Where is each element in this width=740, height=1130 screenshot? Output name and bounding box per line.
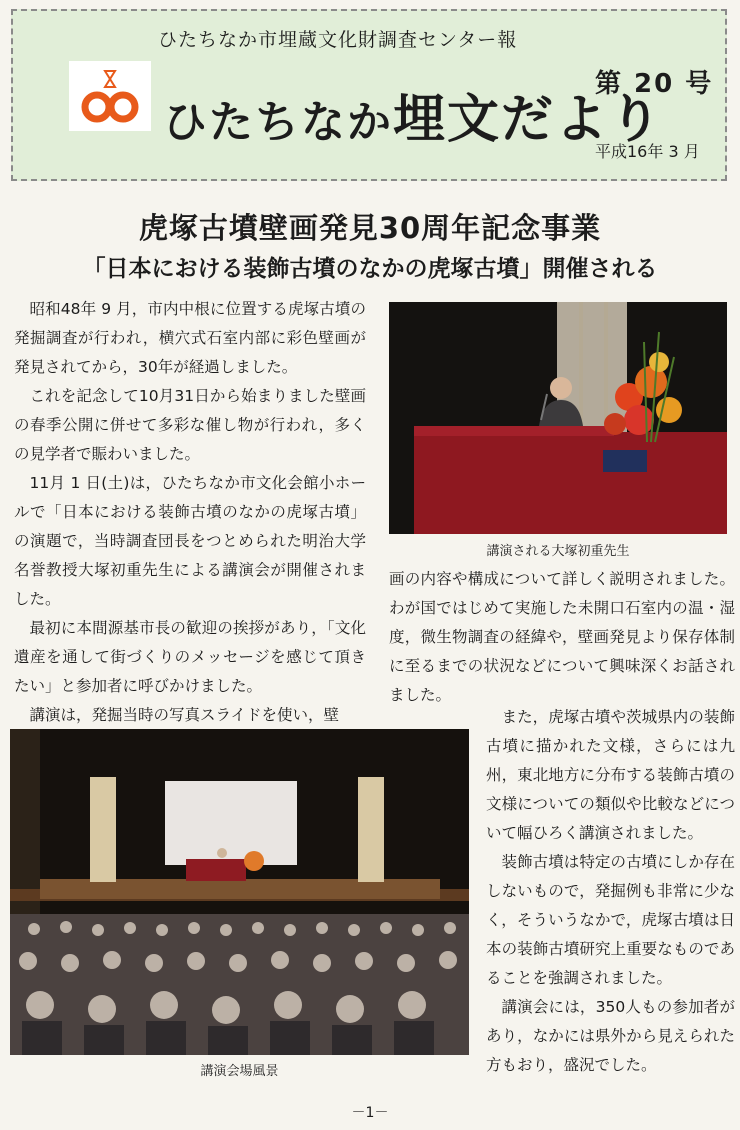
paragraph: 11月 1 日(土)は，ひたちなか市文化会館小ホールで「日本における装飾古墳のなかの虎塚古墳」の演題で，当時調査団長をつとめられた明治大学名誉教授大塚初重先生による講演会が開催されました。 [14,474,366,608]
masthead-subtitle: ひたちなか市埋蔵文化財調査センター報 [158,29,518,51]
logo-icon [69,61,151,131]
article-column-lower [486,703,735,1080]
paragraph: 講演会には，350人もの参加者があり，なかには県外から見えられた方もおり，盛況でした。 [486,998,735,1074]
title-prefix: ひたちなか [163,97,393,148]
paragraph: 講演は，発掘当時の写真スライドを使い，壁 [29,706,340,724]
photo-lecturer [389,302,727,534]
photo-venue [10,729,469,1055]
masthead [11,9,727,181]
logo [69,61,151,131]
paragraph: また，虎塚古墳や茨城県内の装飾古墳に描かれた文様，さらには九州，東北地方に分布する装飾古墳の文様についての類似や比較などについて幅ひろく講演されました。 [486,708,735,842]
masthead-title [163,77,663,152]
article-headline: 虎塚古墳壁画発見30周年記念事業 [138,211,602,245]
paragraph: 最初に本間源基市長の歓迎の挨拶があり，「文化遺産を通して街づくりのメッセージを感じて頂きたい」と参加者に呼びかけました。 [14,619,366,695]
page-number: －1－ [351,1105,389,1121]
article-column-right [389,565,735,710]
paragraph: 画の内容や構成について詳しく説明されました。わが国ではじめて実施した未開口石室内の温・湿度，微生物調査の経緯や，壁画発見より保存体制に至るまでの状況などについて興味深くお話されました。 [389,570,735,704]
article-column-left [14,295,366,730]
photo-caption: 講演会場風景 [200,1064,279,1079]
paragraph: これを記念して10月31日から始まりました壁画の春季公開に併せて多彩な催し物が行われ，多くの見学者で賑わいました。 [14,387,366,463]
title-main: 埋文だより [393,90,664,150]
publication-date: 平成16年 3 月 [595,142,700,161]
paragraph: 昭和48年 9 月，市内中根に位置する虎塚古墳の発掘調査が行われ，横穴式石室内部に彩色壁画が発見されてから，30年が経過しました。 [14,300,366,376]
issue-number: 第 20 号 [595,69,714,99]
article-subheadline: 「日本における装飾古墳のなかの虎塚古墳」開催される [82,256,658,282]
photo-caption: 講演される大塚初重先生 [486,544,630,559]
paragraph: 装飾古墳は特定の古墳にしか存在しないもので，発掘例も非常に少なく，そういうなかで，虎塚古墳は日本の装飾古墳研究上重要なものであることを強調されました。 [486,853,735,987]
